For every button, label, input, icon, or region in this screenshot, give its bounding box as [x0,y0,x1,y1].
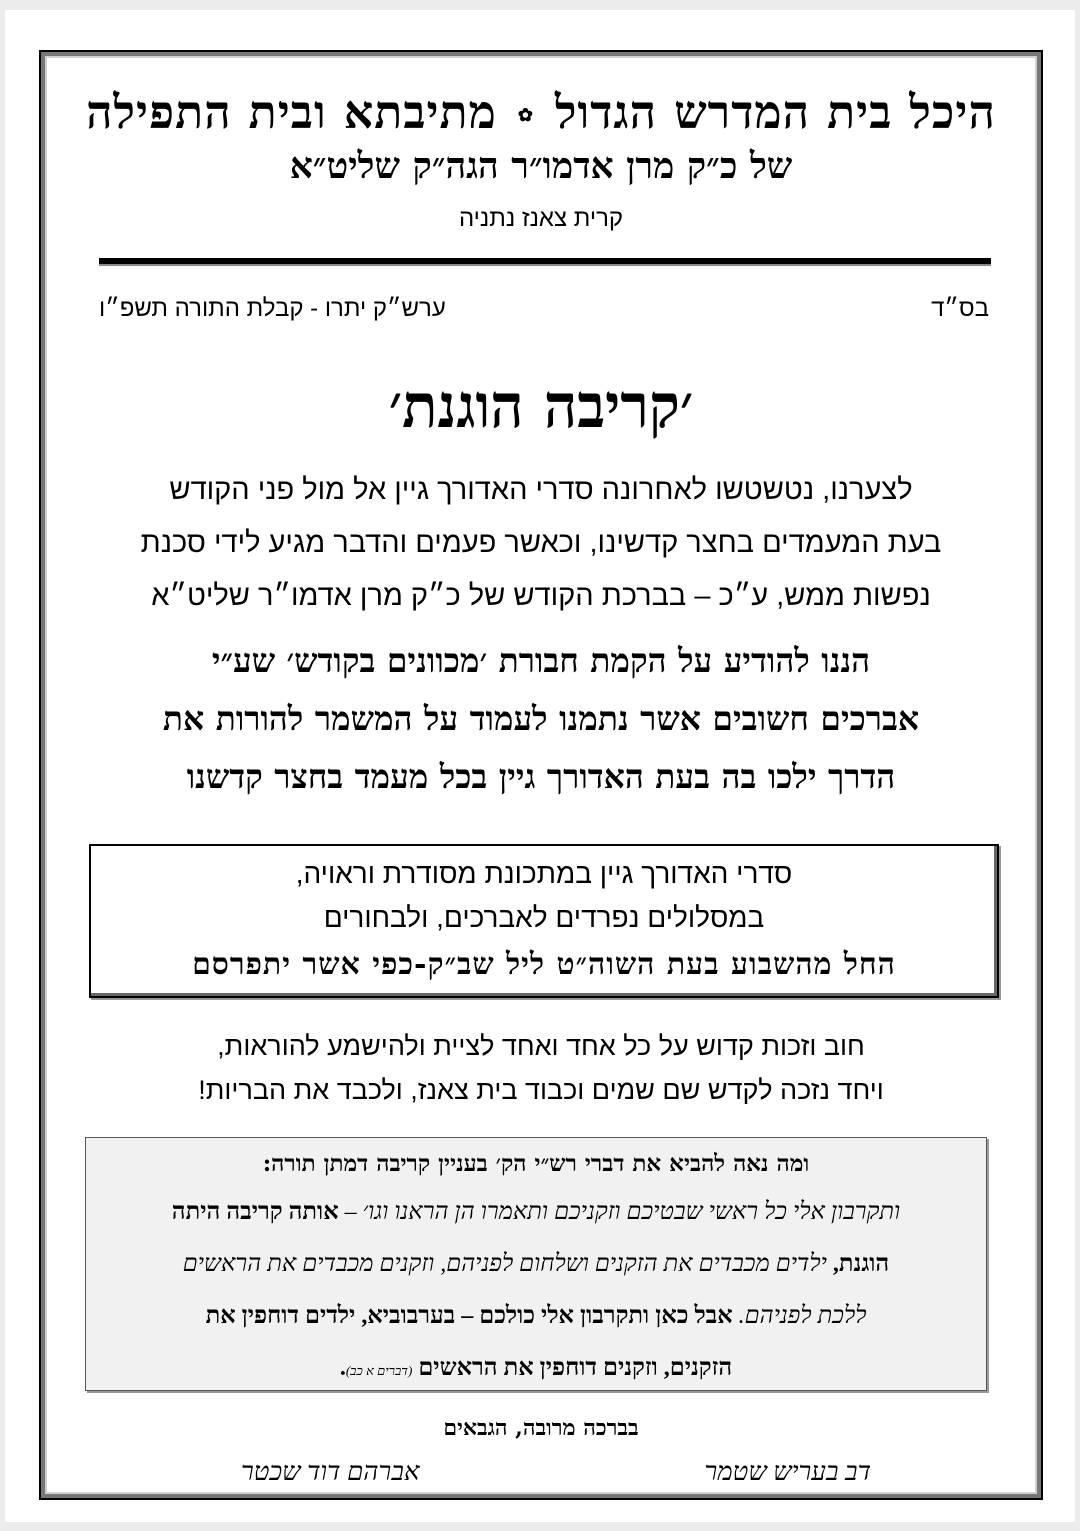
quote-heading: ומה נאה להביא את דברי רש״י הק׳ בעניין קריבה דמתן תורה: [262,1150,810,1177]
intro-line: בעת המעמדים בחצר קדשינו, וכאשר פעמים והדבר מגיע לידי סכנת [140,527,942,559]
title-part2: מתיבתא ובית התפילה [86,85,497,139]
announcement-paragraph [91,632,991,806]
announcement-line: אברכים חשובים אשר נתמנו לעמוד על המשמר להורות את [162,699,920,738]
signatures [241,1452,871,1492]
rashi-quote-box [85,1137,987,1391]
quote-emphasis: הזקנים, וזקנים דוחפין את הראשים [418,1355,733,1381]
date-text: ערש״ק יתרו - קבלת התורה תשפ״ו [99,295,446,322]
bsd-mark: בס״ד [931,295,989,322]
title-part1: היכל בית המדרש הגדול [555,85,996,139]
quote-text: ילדים מכבדים את הזקנים ושלחום לפניהם, וזקנים מכבדים את הראשים [182,1251,827,1277]
notice-box [89,844,999,998]
location-line: קרית צאנז נתניה [458,205,624,232]
quote-emphasis: אותה קריבה היתה [171,1199,339,1225]
rebbe-subtitle: של כ״ק מרן אדמו״ר הגה״ק שליט״א [289,145,793,187]
quote-text: ללכת לפניהם. [738,1303,867,1329]
quote-line [86,1342,986,1397]
institution-title [41,80,1041,148]
obligation-line: חוב וזכות קדוש על כל אחד ואחד לציית ולהישמע להוראות, [217,1031,865,1061]
intro-line: נפשות ממש, ע״כ – בברכת הקודש של כ״ק מרן אדמו״ר שליט״א [151,580,931,612]
quote-line [86,1290,986,1342]
notice-frame [39,50,1043,1500]
quote-end: . [339,1355,346,1381]
announcement-line: הדרך ילכו בה בעת האדורך גיין בכל מעמד בחצר קדשנו [186,757,896,796]
announcement-line: הננו להודיע על הקמת חבורת ׳מכוונים בקודש׳ שע״י [211,641,871,680]
quote-emphasis: הוגנת, [832,1251,890,1277]
intro-paragraph [96,464,986,623]
quote-line [86,1186,986,1238]
signature-right: דב בעריש שטמר [704,1457,871,1486]
header-divider [99,258,991,266]
signature-left: אברהם דוד שכטר [241,1457,420,1486]
closing-line: בברכה מרובה, הגבאים [443,1415,639,1441]
quote-text: ותקרבון אלי כל ראשי שבטיכם וזקניכם ותאמרו הן הראנו וגו׳ – [344,1199,901,1225]
dateline [99,292,989,326]
page-heading: ׳קריבה הוגנת׳ [388,370,694,442]
notice-line-1: סדרי האדורך גיין במתכונת מסודרת וראויה, [295,858,793,889]
flower-ornament-icon: ✿ [517,105,534,126]
notice-line-2: במסלולים נפרדים לאברכים, ולבחורים [323,902,765,933]
quote-emphasis: ילדים דוחפין את [205,1303,356,1329]
obligation-line: ויחד נזכה לקדש שם שמים וכבוד בית צאנז, ולכבד את הבריות! [198,1075,884,1105]
quote-source: (דברים א כב) [345,1363,413,1378]
quote-line [86,1238,986,1290]
obligation-paragraph [41,1024,1041,1112]
notice-line-3: החל מהשבוע בעת השוה״ט ליל שב״ק-כפי אשר יתפרסם [192,947,896,982]
intro-line: לצערנו, נטשטשו לאחרונה סדרי האדורך גיין אל מול פני הקודש [169,474,913,506]
page [5,10,1075,1522]
quote-emphasis: אבל כאן ותקרבון אלי כולכם – בערבוביא, [361,1303,733,1329]
